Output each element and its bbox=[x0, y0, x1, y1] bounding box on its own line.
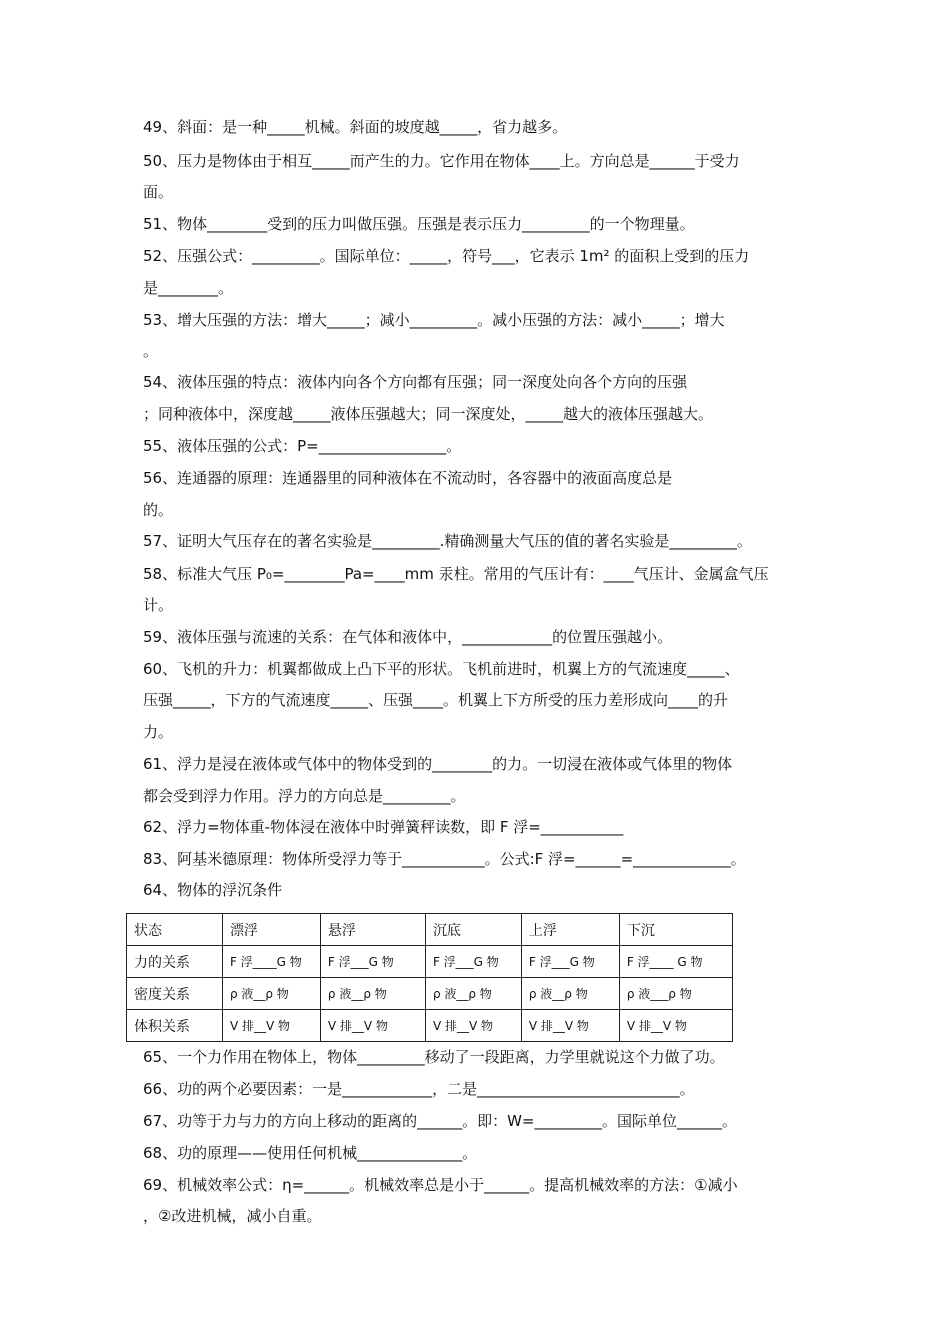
item-61-cont: 都会受到浮力作用。浮力的方向总是_________。 bbox=[143, 787, 466, 805]
item-53: 53、增大压强的方法：增大_____；减小_________。减小压强的方法：减小_____；增大 bbox=[143, 311, 725, 329]
item-50: 50、压力是物体由于相互_____而产生的力。它作用在物体____上。方向总是______于受力 bbox=[143, 152, 740, 170]
item-64: 64、物体的浮沉条件 bbox=[143, 881, 283, 899]
table-header: 悬浮 bbox=[320, 914, 425, 946]
table-cell: 体积关系 bbox=[127, 1010, 223, 1042]
table-cell: ρ 液__ρ 物 bbox=[521, 978, 619, 1010]
table-cell: V 排__V 物 bbox=[222, 1010, 320, 1042]
float-sink-table bbox=[126, 913, 733, 1042]
table-cell: F 浮___G 物 bbox=[521, 946, 619, 978]
item-50-cont: 面。 bbox=[143, 183, 174, 201]
table-header: 沉底 bbox=[425, 914, 521, 946]
table-cell: F 浮____G 物 bbox=[222, 946, 320, 978]
item-60: 60、飞机的升力：机翼都做成上凸下平的形状。飞机前进时，机翼上方的气流速度_____、 bbox=[143, 660, 740, 678]
table-cell: ρ 液__ρ 物 bbox=[222, 978, 320, 1010]
item-55: 55、液体压强的公式：P=_________________。 bbox=[143, 437, 462, 455]
item-61: 61、浮力是浸在液体或气体中的物体受到的________的力。一切浸在液体或气体里的物体 bbox=[143, 755, 733, 773]
item-52-cont: 是________。 bbox=[143, 279, 234, 297]
item-58-cont: 计。 bbox=[143, 596, 174, 614]
table-cell: V 排__V 物 bbox=[425, 1010, 521, 1042]
item-83: 83、阿基米德原理：物体所受浮力等于___________。公式:F 浮=______=_____________。 bbox=[143, 850, 746, 868]
item-67: 67、功等于力与力的方向上移动的距离的______。即：W=_________。国际单位______。 bbox=[143, 1112, 737, 1130]
item-53-cont: 。 bbox=[143, 342, 159, 360]
table-cell: 密度关系 bbox=[127, 978, 223, 1010]
item-69-cont: ，②改进机械，减小自重。 bbox=[143, 1207, 322, 1225]
table-cell: V 排__V 物 bbox=[521, 1010, 619, 1042]
item-56-cont: 的。 bbox=[143, 501, 174, 519]
item-60-cont-1: 压强_____，下方的气流速度_____、压强____。机翼上下方所受的压力差形成向____的升 bbox=[143, 691, 729, 709]
table-row bbox=[127, 946, 733, 978]
item-54-cont: ；同种液体中，深度越_____液体压强越大；同一深度处，_____越大的液体压强越大。 bbox=[143, 405, 714, 423]
item-66: 66、功的两个必要因素：一是____________，二是___________________________。 bbox=[143, 1080, 695, 1098]
item-60-cont-2: 力。 bbox=[143, 723, 174, 741]
table-cell: V 排__V 物 bbox=[320, 1010, 425, 1042]
item-49: 49、斜面：是一种_____机械。斜面的坡度越_____，省力越多。 bbox=[143, 118, 568, 136]
table-cell: F 浮___G 物 bbox=[320, 946, 425, 978]
table-cell: ρ 液___ρ 物 bbox=[619, 978, 732, 1010]
table-row bbox=[127, 1010, 733, 1042]
item-51: 51、物体________受到的压力叫做压强。压强是表示压力_________的一个物理量。 bbox=[143, 215, 695, 233]
table-cell: F 浮____ G 物 bbox=[619, 946, 732, 978]
item-59: 59、液体压强与流速的关系：在气体和液体中，____________的位置压强越小。 bbox=[143, 628, 673, 646]
table-row bbox=[127, 978, 733, 1010]
item-58: 58、标准大气压 P₀=________Pa=____mm 汞柱。常用的气压计有：____气压计、金属盒气压 bbox=[143, 565, 769, 583]
item-52: 52、压强公式：_________。国际单位：_____，符号___，它表示 1m² 的面积上受到的压力 bbox=[143, 247, 750, 265]
table-header: 状态 bbox=[127, 914, 223, 946]
item-68: 68、功的原理——使用任何机械______________。 bbox=[143, 1144, 478, 1162]
item-62: 62、浮力=物体重-物体浸在液体中时弹簧秤读数，即 F 浮=___________ bbox=[143, 818, 624, 836]
table-cell: 力的关系 bbox=[127, 946, 223, 978]
item-56: 56、连通器的原理：连通器里的同种液体在不流动时，各容器中的液面高度总是 bbox=[143, 469, 673, 487]
item-57: 57、证明大气压存在的著名实验是_________.精确测量大气压的值的著名实验是_________。 bbox=[143, 532, 752, 550]
table-header-row bbox=[127, 914, 733, 946]
table-cell: V 排__V 物 bbox=[619, 1010, 732, 1042]
item-54: 54、液体压强的特点：液体内向各个方向都有压强；同一深度处向各个方向的压强 bbox=[143, 373, 688, 391]
table-cell: F 浮___G 物 bbox=[425, 946, 521, 978]
item-69: 69、机械效率公式：η=______。机械效率总是小于______。提高机械效率的方法：①减小 bbox=[143, 1176, 738, 1194]
item-65: 65、一个力作用在物体上，物体_________移动了一段距离，力学里就说这个力做了功。 bbox=[143, 1048, 725, 1066]
table-header: 上浮 bbox=[521, 914, 619, 946]
table-header: 漂浮 bbox=[222, 914, 320, 946]
table-cell: ρ 液__ρ 物 bbox=[320, 978, 425, 1010]
table-header: 下沉 bbox=[619, 914, 732, 946]
table-cell: ρ 液__ρ 物 bbox=[425, 978, 521, 1010]
